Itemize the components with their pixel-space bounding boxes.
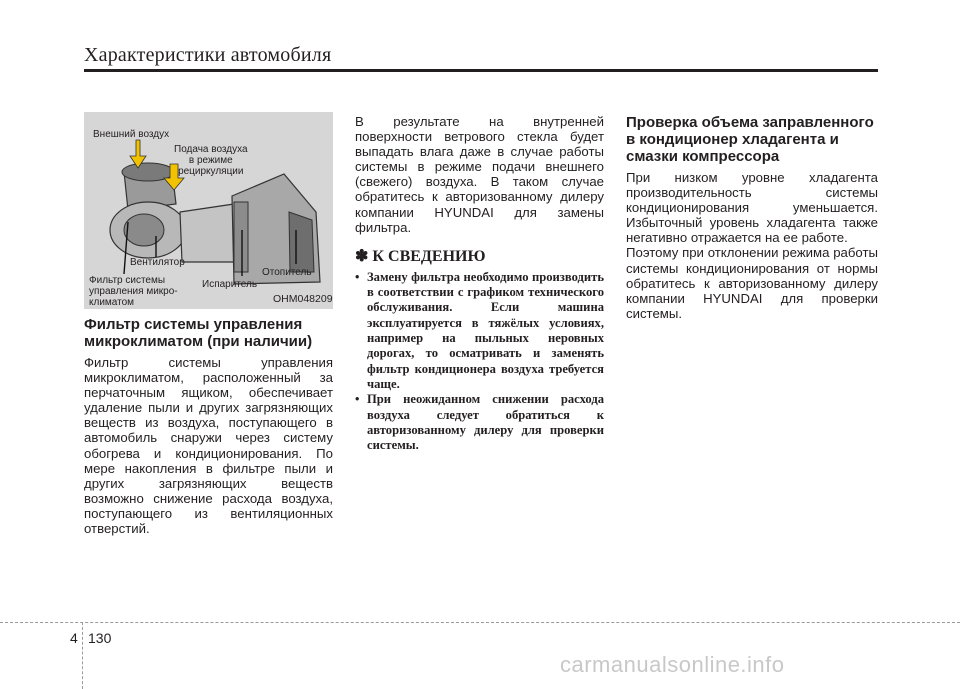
left-column: [84, 316, 333, 536]
middle-column: [355, 114, 604, 453]
evaporator-core: [234, 202, 248, 272]
outside-air-label: Внешний воздух: [93, 129, 170, 140]
heater-label: Отопитель: [262, 267, 312, 278]
page-number: 130: [88, 630, 112, 646]
blower-label: Вентилятор: [130, 257, 185, 268]
refrigerant-para-1: При низком уровне хладагента производительность системы кондиционирования уменьшается. Избыточный уровень хладагента также негативно отражается на ее работе.: [626, 170, 878, 246]
right-column: [626, 114, 878, 321]
note-item: • Замену фильтра необходимо производить в соответствии с графиком технического обслуживания. Если машина эксплуатируется в тяжёлых условиях, например на пыльных неровных дорогах, то осматривать и заменять фильтр кондиционера воздуха требуется чаще.: [355, 270, 604, 392]
figure-code: OHM048209: [273, 293, 333, 305]
air-duct: [180, 204, 236, 262]
footer-divider: [82, 622, 83, 689]
note-title: ✽ К СВЕДЕНИЮ: [355, 247, 486, 265]
chapter-number: 4: [70, 630, 78, 646]
footer-dashes: [0, 622, 960, 623]
evaporator-label: Испаритель: [202, 279, 258, 290]
header-title: Характеристики автомобиля: [84, 44, 332, 66]
recirc-air-label: Подача воздуха в режиме рециркуляции: [174, 144, 248, 177]
hvac-figure: [84, 112, 333, 309]
note-list: [355, 270, 604, 454]
filter-body: Фильтр системы управления микроклиматом, расположенный за перчаточным ящиком, обеспечивает удаление пыли и других загрязняющих веществ из воздуха, поступающего в автомобиль снаружи через систему обогрева и кондиционирования. По мере накопления в фильтре пыли и других загрязняющих веществ возможно снижение расхода воздуха, поступающего из вентиляционных отверстий.: [84, 355, 333, 537]
filter-heading: Фильтр системы управления микроклиматом (при наличии): [84, 316, 313, 350]
filter-label: Фильтр системы управления микро- климатом: [89, 275, 178, 308]
note-item: • При неожиданном снижении расхода воздуха следует обратиться к авторизованному дилеру для проверки системы.: [355, 392, 604, 453]
middle-body: В результате на внутренней поверхности ветрового стекла будет выпадать влага даже в случае работы системы в режиме подачи внешнего (свежего) воздуха. В таком случае обратитесь к авторизованному дилеру компании HYUNDAI для замены фильтра.: [355, 114, 604, 235]
refrigerant-heading: Проверка объема заправленного в кондиционер хладагента и смазки компрессора: [626, 114, 874, 165]
heater-core: [289, 212, 314, 272]
watermark: carmanualsonline.info: [560, 652, 785, 677]
header-rule: [84, 69, 878, 72]
refrigerant-para-2: Поэтому при отклонении режима работы системы кондиционирования от нормы обратитесь к авторизованному дилеру компании HYUNDAI для проверки системы.: [626, 245, 878, 321]
blower-wheel: [124, 214, 164, 246]
